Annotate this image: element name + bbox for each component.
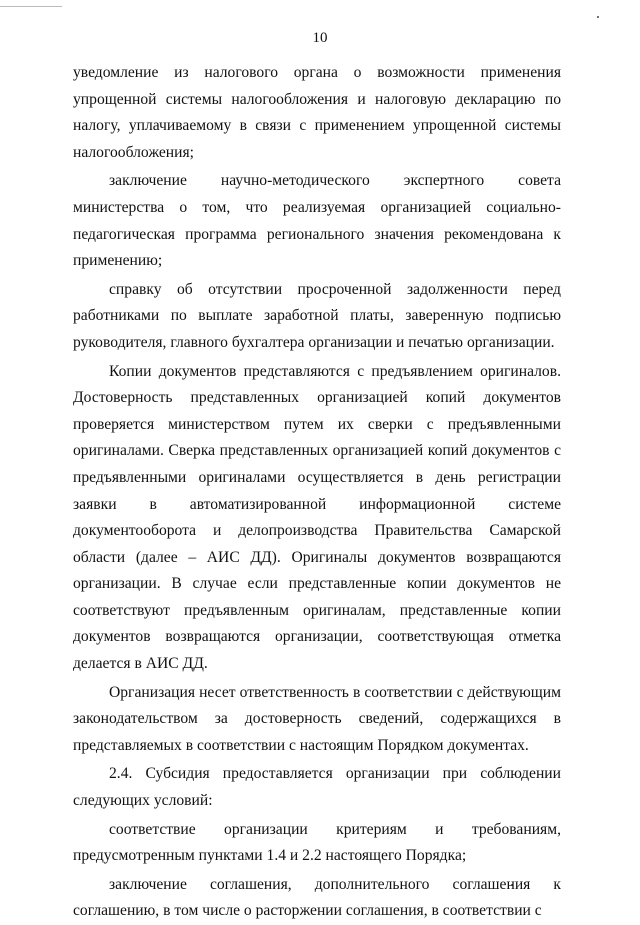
document-body <box>73 60 561 925</box>
paragraph-subsidy-conditions: 2.4. Субсидия предоставляется организации при соблюдении следующих условий: <box>73 765 561 810</box>
scan-speck <box>597 16 599 18</box>
paragraph-document-copies: Копии документов представляются с предъявлением оригиналов. Достоверность представленных организацией копий документов проверяется министерством путем их сверки с предъявленными оригиналами. Сверка представленных организацией копий документов с предъявленными оригиналами осуществляется в день регистрации заявки в автоматизированной информационной системе документооборота и делопроизводства Правительства Самарской области (далее – АИС ДД). Оригиналы документов возвращаются организации. В случае если представленные копии документов не соответствуют предъявленным оригиналам, представленные копии документов возвращаются организации, соответствующая отметка делается в АИС ДД. <box>73 362 561 673</box>
paragraph-responsibility: Организация несет ответственность в соответствии с действующим законодательством за достоверность сведений, содержащихся в представляемых в соответствии с настоящим Порядком документах. <box>73 683 561 754</box>
page-number: 10 <box>312 30 328 46</box>
paragraph-criteria-compliance: соответствие организации критериям и требованиям, предусмотренным пунктами 1.4 и 2.2 настоящего Порядка; <box>73 820 561 865</box>
paragraph-expert-council: заключение научно-методического экспертного совета министерства о том, что реализуемая организацией социально-педагогическая программа регионального значения рекомендована к применению; <box>73 172 561 270</box>
paragraph-debt-certificate: справку об отсутствии просроченной задолженности перед работниками по выплате заработной платы, заверенную подписью руководителя, главного бухгалтера организации и печатью организации. <box>73 280 561 351</box>
paragraph-agreement: заключение соглашения, дополнительного соглашения к соглашению, в том числе о расторжении соглашения, в соответствии с <box>73 875 561 920</box>
scan-edge-line <box>0 6 62 7</box>
paragraph-tax-notice: уведомление из налогового органа о возможности применения упрощенной системы налогообложения и налоговую декларацию по налогу, уплачиваемому в связи с применением упрощенной системы налогообложения; <box>73 64 561 161</box>
